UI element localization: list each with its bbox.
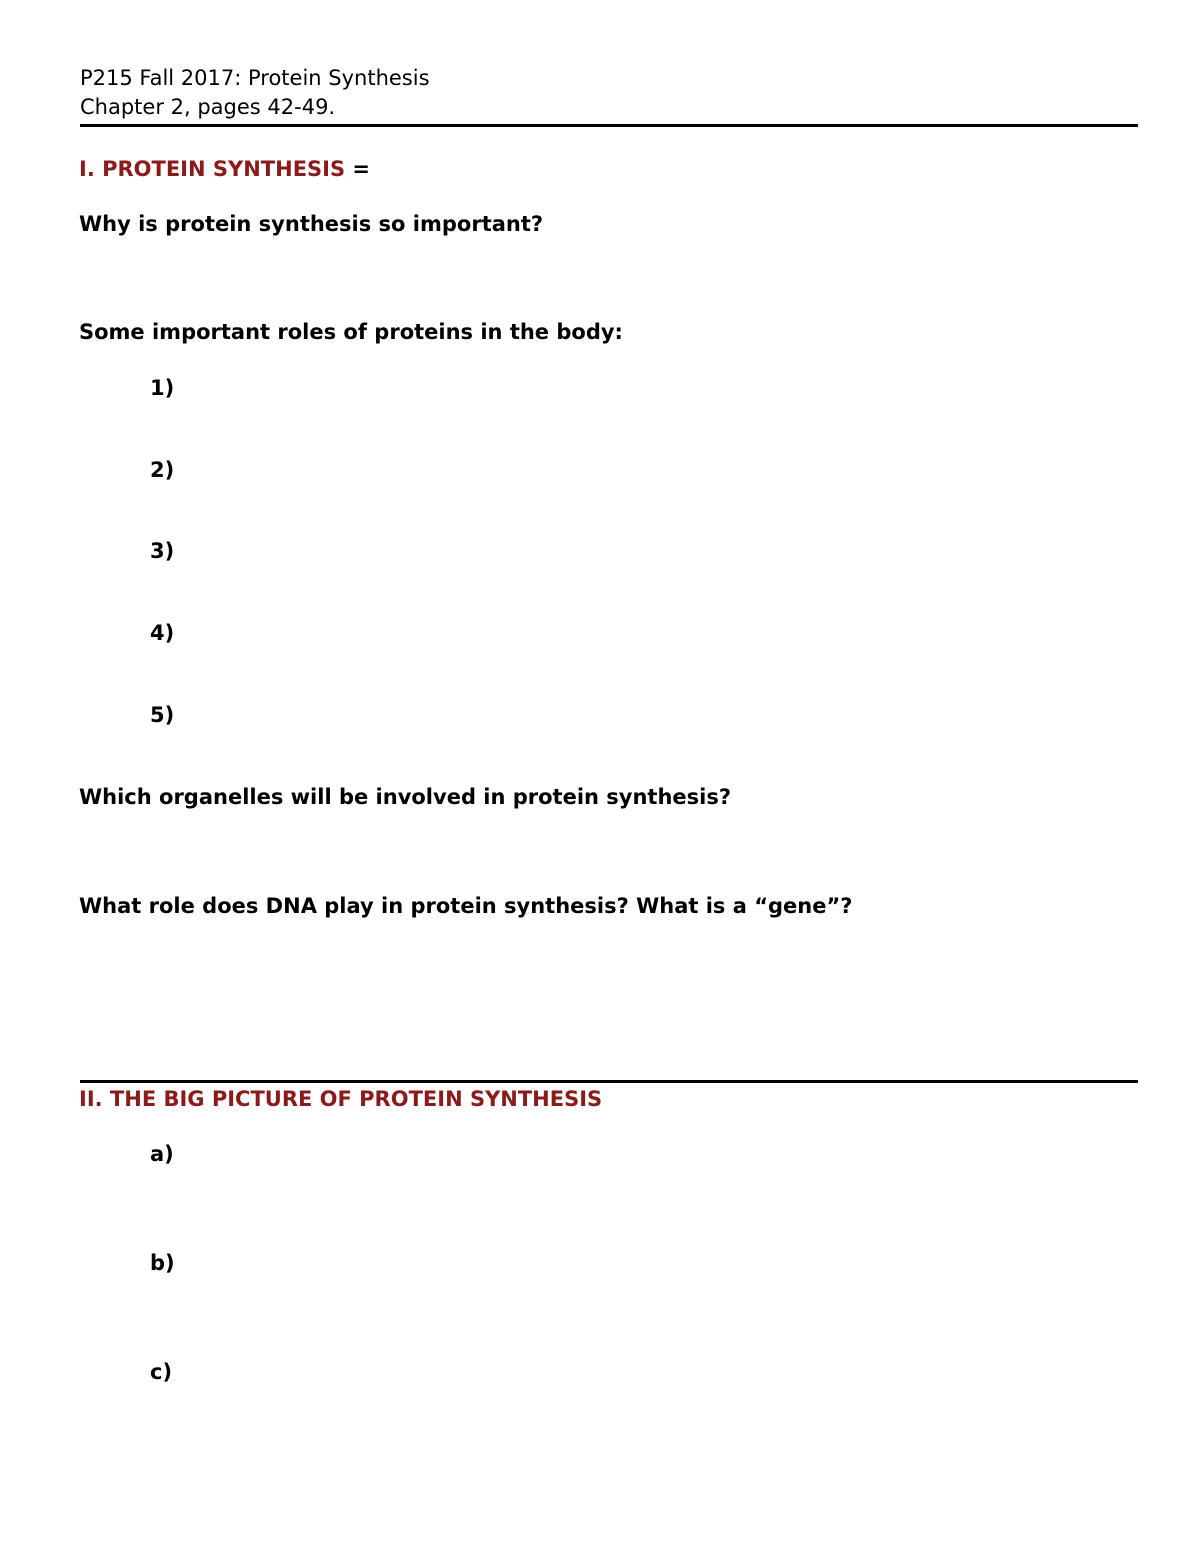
big-picture-item-c: c): [150, 1360, 173, 1384]
role-item-5: 5): [150, 703, 175, 727]
role-item-2: 2): [150, 458, 175, 482]
question-dna-gene: What role does DNA play in protein synthesis? What is a “gene”?: [79, 894, 853, 918]
document-title: P215 Fall 2017: Protein Synthesis: [80, 66, 430, 90]
question-organelles: Which organelles will be involved in protein synthesis?: [79, 785, 732, 809]
header-divider: [80, 124, 1138, 127]
question-importance: Why is protein synthesis so important?: [79, 212, 544, 236]
roles-prompt: Some important roles of proteins in the body:: [79, 320, 623, 344]
role-item-4: 4): [150, 621, 175, 645]
document-subtitle: Chapter 2, pages 42-49.: [80, 95, 336, 119]
role-item-1: 1): [150, 376, 175, 400]
section-1-heading-line: [79, 159, 370, 180]
section-2-divider: [80, 1080, 1138, 1083]
big-picture-item-b: b): [150, 1251, 175, 1275]
role-item-3: 3): [150, 539, 175, 563]
big-picture-item-a: a): [150, 1142, 174, 1166]
section-2-heading: II. THE BIG PICTURE OF PROTEIN SYNTHESIS: [79, 1087, 603, 1111]
section-1-heading-equals: =: [345, 157, 371, 181]
section-1-heading: I. PROTEIN SYNTHESIS: [79, 157, 346, 181]
